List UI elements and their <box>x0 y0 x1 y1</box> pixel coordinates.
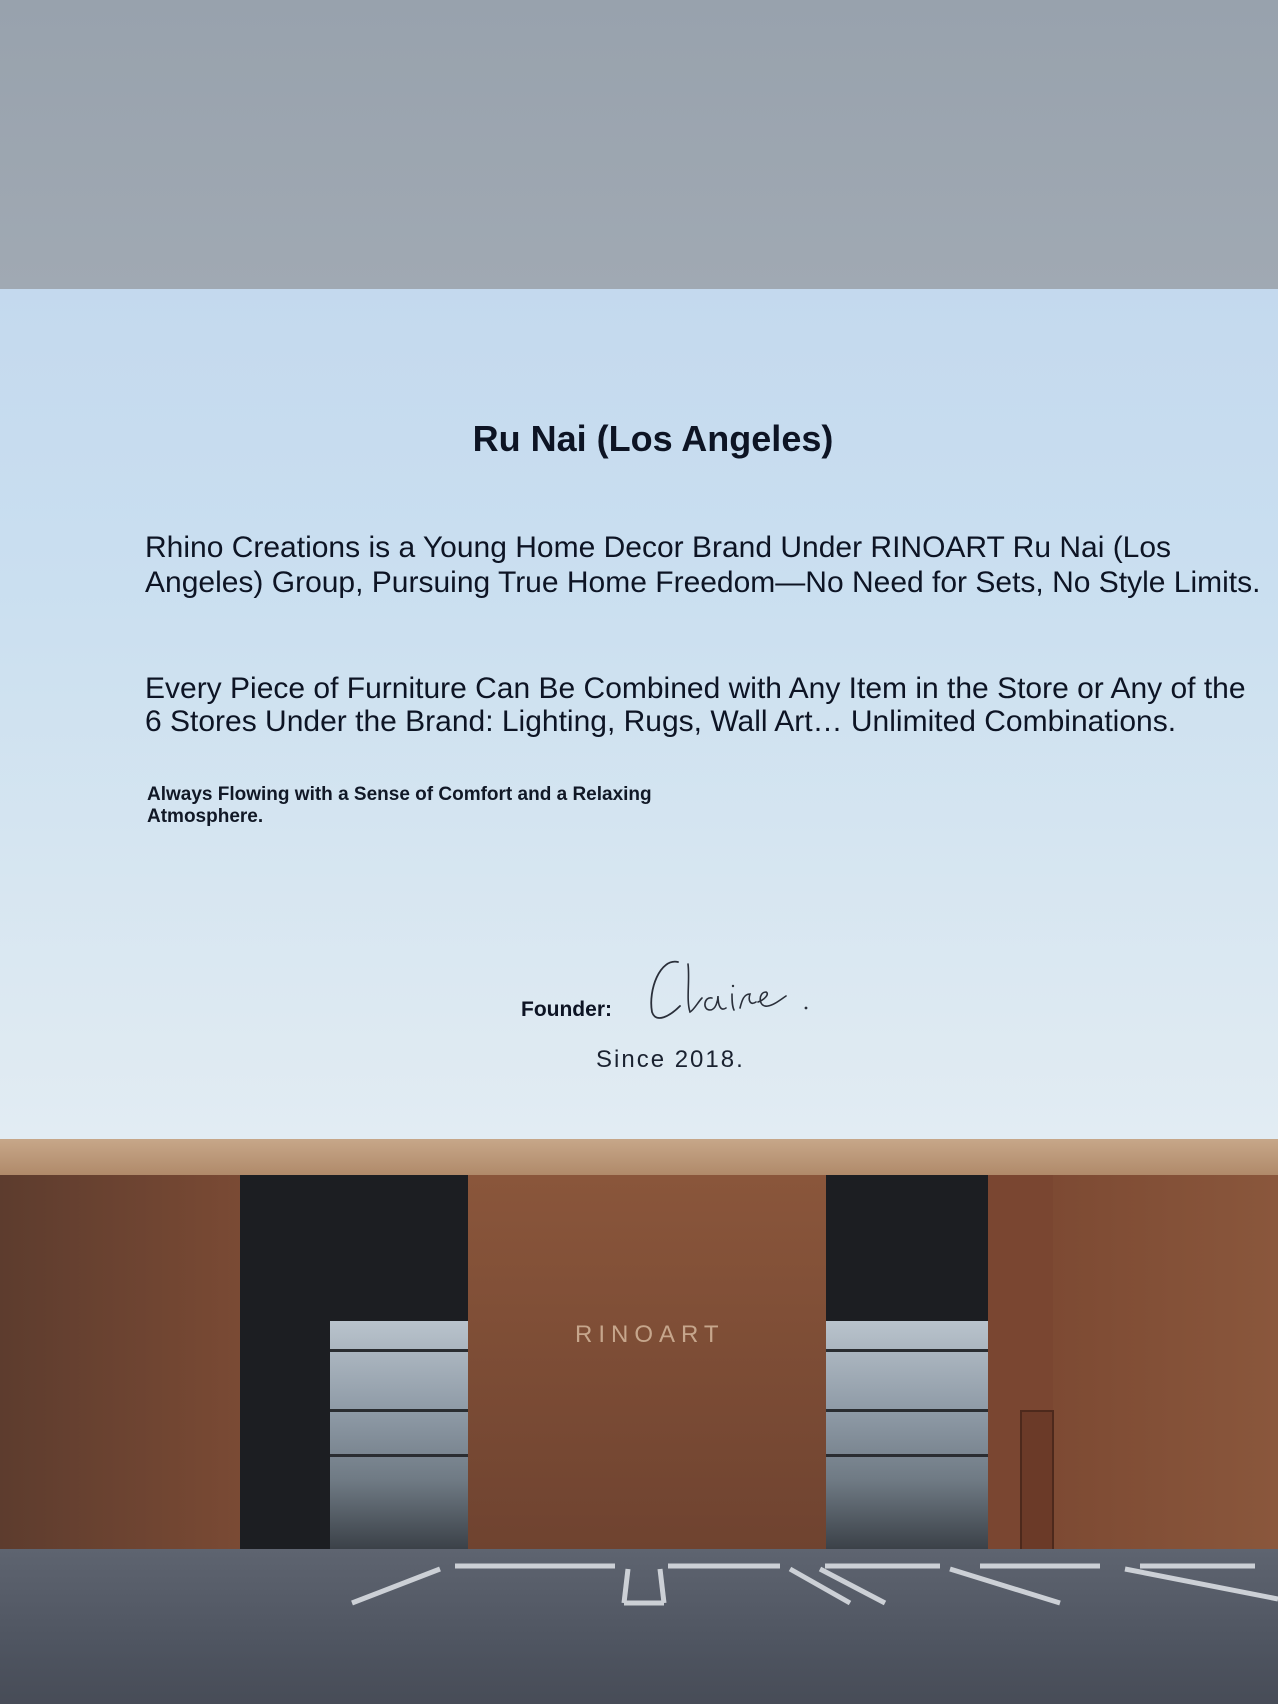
window-mullion <box>330 1349 468 1352</box>
top-band <box>0 0 1278 289</box>
parking-lot <box>0 1549 1278 1704</box>
tagline: Always Flowing with a Sense of Comfort and a Relaxing Atmosphere. <box>147 784 652 827</box>
founder-label: Founder: <box>521 998 612 1021</box>
window-mullion <box>330 1409 468 1412</box>
window-mullion <box>826 1454 998 1457</box>
window-mullion <box>826 1349 998 1352</box>
storefront-photo <box>0 1139 1278 1549</box>
since-year: Since 2018. <box>596 1046 745 1073</box>
roof-line <box>0 1139 1278 1175</box>
window-mullion <box>330 1454 468 1457</box>
wall-left <box>0 1175 240 1549</box>
wall-center <box>468 1175 826 1549</box>
window-right <box>826 1321 998 1549</box>
parking-lines <box>0 1549 1278 1704</box>
page-title: Ru Nai (Los Angeles) <box>472 418 834 459</box>
side-door <box>1020 1410 1054 1553</box>
window-mullion <box>826 1409 998 1412</box>
building-sign: RINOART <box>575 1321 725 1348</box>
window-left <box>330 1321 468 1549</box>
founder-signature <box>640 950 820 1030</box>
combination-description: Every Piece of Furniture Can Be Combined with Any Item in the Store or Any of the 6 Stores Under the Brand: Lighting, Rugs, Wall Art… Unlimited Combinations. <box>145 672 1246 738</box>
wall-right <box>1053 1175 1278 1549</box>
brand-description: Rhino Creations is a Young Home Decor Brand Under RINOART Ru Nai (Los Angeles) Group, Pursuing True Home Freedom—No Need for Sets, No Style Limits. <box>145 531 1261 599</box>
